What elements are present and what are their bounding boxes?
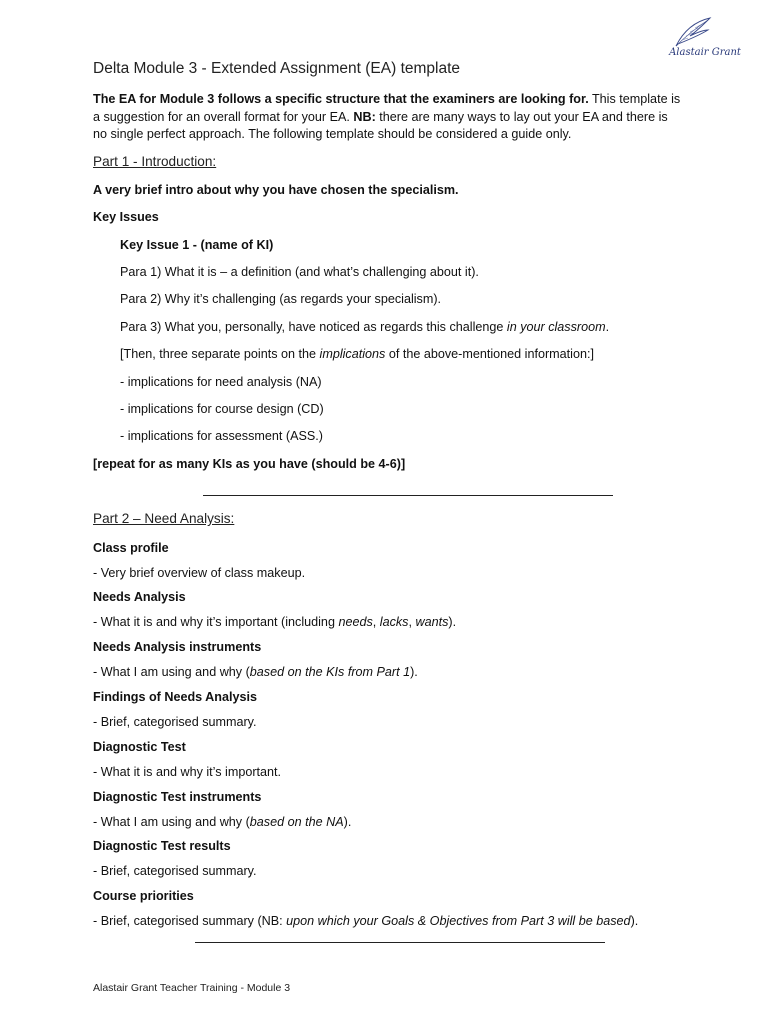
part1-heading: Part 1 - Introduction: (93, 154, 217, 169)
na-comma-2: , (408, 615, 416, 629)
implications-note-italic: implications (319, 347, 386, 361)
dt-instruments-desc (93, 815, 351, 829)
dt-results-desc: - Brief, categorised summary. (93, 864, 257, 878)
para-3-text-a: Para 3) What you, personally, have noticed as regards this challenge (120, 320, 507, 334)
para-3 (120, 320, 609, 334)
dt-results-heading: Diagnostic Test results (93, 839, 231, 853)
quill-icon (668, 14, 742, 48)
na-wants: wants (415, 615, 449, 629)
na-instruments-desc (93, 665, 418, 679)
diagnostic-test-desc: - What it is and why it’s important. (93, 765, 282, 779)
na-text-b: ). (448, 615, 457, 629)
intro-paragraph (93, 91, 683, 144)
logo (668, 14, 742, 64)
implications-note-a: [Then, three separate points on the (120, 347, 320, 361)
para-2: Para 2) Why it’s challenging (as regards your specialism). (120, 292, 442, 306)
repeat-note: [repeat for as many KIs as you have (should be 4-6)] (93, 457, 406, 471)
dti-text-a: - What I am using and why ( (93, 815, 250, 829)
para-3-italic: in your classroom (506, 320, 606, 334)
implications-note-b: of the above-mentioned information:] (385, 347, 594, 361)
implication-ass: - implications for assessment (ASS.) (120, 429, 323, 443)
cp-italic: upon which your Goals & Objectives from Part 3 will be based (286, 914, 631, 928)
part2-heading: Part 2 – Need Analysis: (93, 511, 235, 526)
nai-text-b: ). (410, 665, 418, 679)
nai-text-a: - What I am using and why ( (93, 665, 250, 679)
para-1: Para 1) What it is – a definition (and what’s challenging about it). (120, 265, 479, 279)
diagnostic-test-heading: Diagnostic Test (93, 740, 186, 754)
cp-text-a: - Brief, categorised summary (NB: (93, 914, 287, 928)
intro-nb: NB: (353, 109, 376, 124)
document-title: Delta Module 3 - Extended Assignment (EA) template (93, 60, 461, 77)
na-instruments-heading: Needs Analysis instruments (93, 640, 262, 654)
na-comma-1: , (372, 615, 380, 629)
findings-desc: - Brief, categorised summary. (93, 715, 257, 729)
logo-text: Alastair Grant (669, 47, 741, 58)
na-lacks: lacks (379, 615, 409, 629)
implication-na: - implications for need analysis (NA) (120, 375, 322, 389)
para-3-text-b: . (605, 320, 610, 334)
key-issues-heading: Key Issues (93, 210, 159, 224)
implications-note (120, 347, 594, 361)
intro-text-2: there are many ways to lay out your EA and there is no single perfect approach. The following template should be considered a guide only. (93, 109, 668, 141)
intro-bold-lead: The EA for Module 3 follows a specific structure that the examiners are looking for. (93, 92, 589, 106)
implication-cd: - implications for course design (CD) (120, 402, 324, 416)
findings-heading: Findings of Needs Analysis (93, 690, 257, 704)
section-divider-1 (203, 495, 613, 496)
dt-instruments-heading: Diagnostic Test instruments (93, 790, 262, 804)
class-profile-heading: Class profile (93, 541, 169, 555)
course-priorities-desc (93, 914, 638, 928)
part1-intro-line: A very brief intro about why you have chosen the specialism. (93, 183, 459, 197)
key-issue-1-heading: Key Issue 1 - (name of KI) (120, 238, 274, 252)
dti-text-b: ). (343, 815, 352, 829)
class-profile-desc: - Very brief overview of class makeup. (93, 566, 306, 580)
page-footer: Alastair Grant Teacher Training - Module 3 (93, 982, 291, 994)
needs-analysis-desc (93, 615, 456, 629)
intro-text-1: This template is a suggestion for an overall format for your EA. (93, 92, 681, 124)
cp-text-b: ). (630, 914, 639, 928)
needs-analysis-heading: Needs Analysis (93, 590, 186, 604)
na-needs: needs (338, 615, 373, 629)
na-text-a: - What it is and why it’s important (including (93, 615, 339, 629)
dti-italic: based on the NA (249, 815, 344, 829)
nai-italic: based on the KIs from Part 1 (249, 665, 411, 679)
course-priorities-heading: Course priorities (93, 889, 194, 903)
section-divider-2 (195, 942, 605, 943)
